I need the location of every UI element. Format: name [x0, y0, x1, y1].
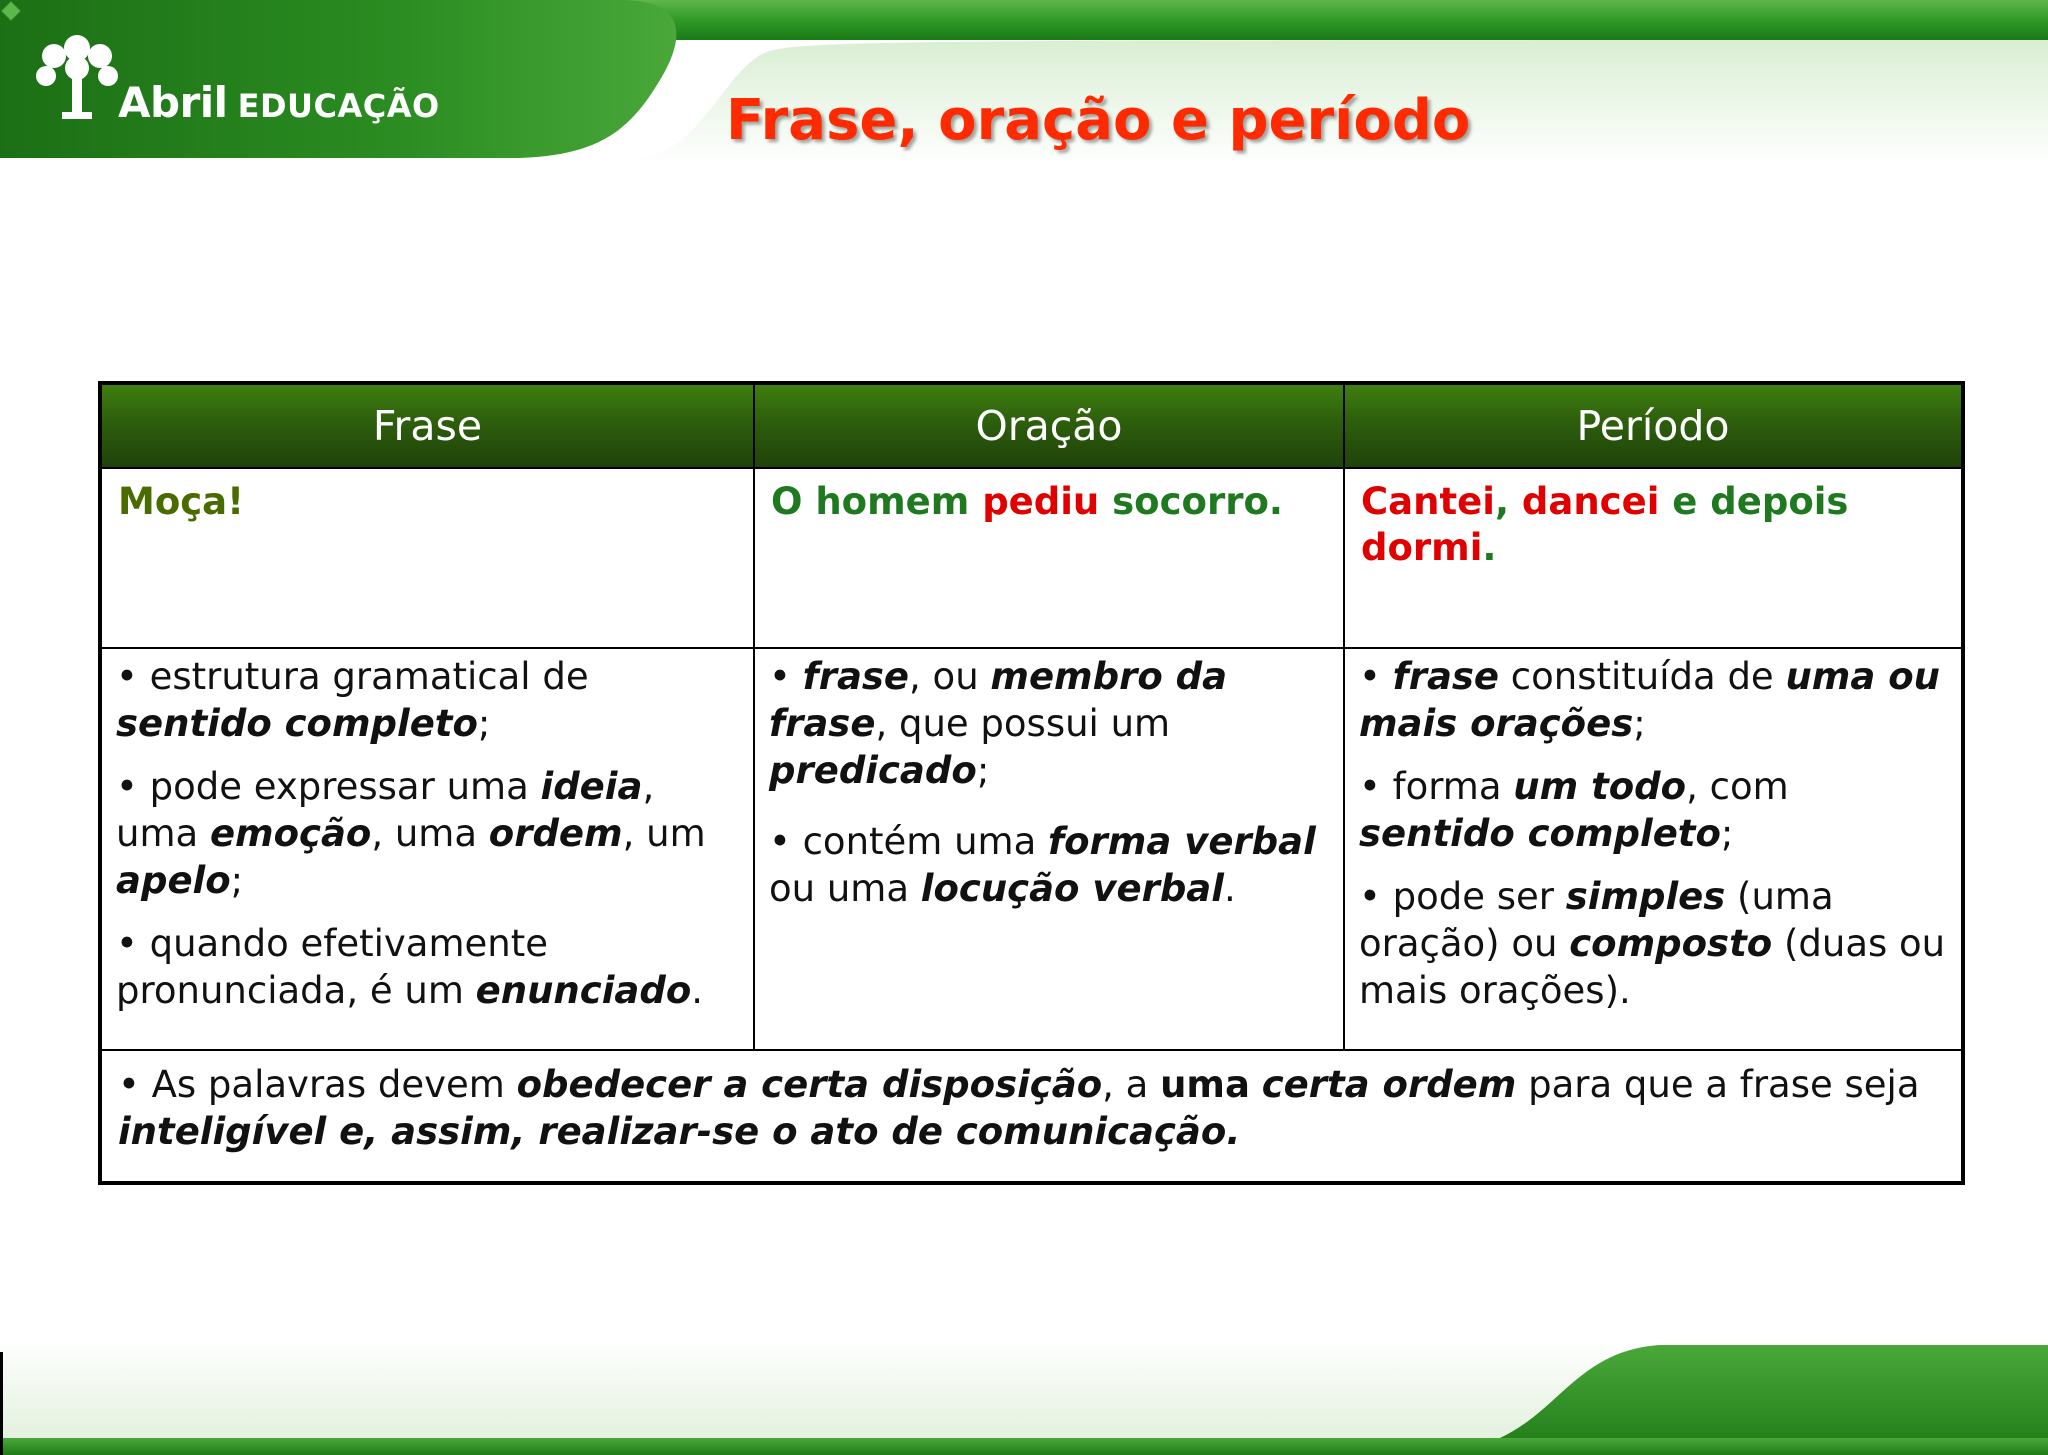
text: •	[769, 655, 803, 698]
oracao-bullet-1	[769, 653, 1329, 794]
footer-background	[0, 1340, 2048, 1455]
emphasis: simples	[1565, 875, 1726, 918]
example-frase-text: Moça!	[118, 480, 245, 523]
header-periodo: Período	[1344, 383, 1963, 468]
text: • quando efetivamente pronunciada, é um	[116, 922, 548, 1012]
emphasis: ideia	[540, 765, 643, 808]
tree-icon	[32, 34, 122, 124]
emphasis: forma verbal	[1048, 820, 1316, 863]
comparison-table	[98, 381, 1965, 1185]
text: .	[1223, 867, 1236, 910]
emphasis: membro da frase	[769, 655, 1228, 745]
description-periodo	[1344, 648, 1963, 1050]
emphasis: frase	[1392, 655, 1500, 698]
text: , a	[1102, 1063, 1161, 1106]
text: , com	[1686, 765, 1789, 808]
example-oracao-rest: socorro.	[1099, 480, 1283, 523]
example-periodo-sep-1: ,	[1494, 480, 1522, 523]
footer-note	[100, 1050, 1963, 1183]
header-banner	[0, 0, 2048, 165]
diamond-bullet-icon	[0, 0, 22, 22]
header-oracao: Oração	[754, 383, 1344, 468]
emphasis: apelo	[116, 859, 231, 902]
text: , uma	[116, 765, 655, 855]
header-frase: Frase	[100, 383, 754, 468]
footer-banner	[0, 1340, 2048, 1455]
examples-row	[100, 468, 1963, 648]
text: ;	[1633, 702, 1646, 745]
text: (duas ou mais orações).	[1359, 922, 1946, 1012]
table-header-row	[100, 383, 1963, 468]
text: para que a frase seja	[1516, 1063, 1920, 1106]
text: , ou	[909, 655, 991, 698]
example-periodo-verb-1: Cantei	[1361, 480, 1495, 523]
example-periodo-verb-3: dormi	[1361, 526, 1483, 569]
emphasis: certa ordem	[1261, 1063, 1517, 1106]
text: ;	[477, 702, 491, 745]
text: • As palavras devem	[118, 1063, 517, 1106]
text: , uma	[371, 812, 489, 855]
descriptions-row	[100, 648, 1963, 1050]
emphasis: composto	[1569, 922, 1773, 965]
periodo-bullet-3	[1359, 873, 1947, 1014]
emphasis: uma	[1160, 1063, 1250, 1106]
page-title: Frase, oração e período	[726, 88, 1471, 153]
brand-logo	[32, 34, 462, 127]
emphasis: emoção	[209, 812, 372, 855]
brand-wordmark	[118, 78, 440, 127]
text: ou uma	[769, 867, 921, 910]
emphasis: obedecer a certa disposição	[516, 1063, 1103, 1106]
emphasis: um todo	[1513, 765, 1687, 808]
brand-division: EDUCAÇÃO	[237, 87, 440, 125]
emphasis: inteligível e, assim, realizar-se o ato de comunicação.	[118, 1110, 1241, 1153]
text: • pode expressar uma	[116, 765, 541, 808]
emphasis: locução verbal	[920, 867, 1224, 910]
text: (uma oração) ou	[1359, 875, 1834, 965]
text: • estrutura gramatical de	[116, 655, 589, 698]
emphasis: enunciado	[475, 969, 692, 1012]
text: ;	[1720, 812, 1734, 855]
example-periodo-period: .	[1482, 526, 1497, 569]
text: , um	[622, 812, 706, 855]
slide-edge-line	[0, 1352, 3, 1455]
footer-note-row	[100, 1050, 1963, 1183]
emphasis: ordem	[488, 812, 623, 855]
example-oracao-subject: O homem	[771, 480, 983, 523]
brand-name: Abril	[118, 78, 228, 127]
text: , que possui um	[875, 702, 1171, 745]
text: ;	[230, 859, 244, 902]
example-periodo	[1344, 468, 1963, 648]
emphasis: frase	[802, 655, 910, 698]
text	[1250, 1063, 1262, 1106]
oracao-bullet-2	[769, 818, 1329, 912]
text: ;	[976, 749, 990, 792]
text: constituída de	[1499, 655, 1786, 698]
description-frase	[100, 648, 754, 1050]
text: • pode ser	[1359, 875, 1566, 918]
example-oracao	[754, 468, 1344, 648]
emphasis: sentido completo	[116, 702, 478, 745]
example-frase	[100, 468, 754, 648]
text: .	[691, 969, 704, 1012]
periodo-bullet-1	[1359, 653, 1947, 747]
frase-bullet-3	[116, 920, 739, 1014]
emphasis: predicado	[769, 749, 977, 792]
text: • forma	[1359, 765, 1514, 808]
example-periodo-verb-2: dancei	[1521, 480, 1660, 523]
description-oracao	[754, 648, 1344, 1050]
frase-bullet-2	[116, 763, 739, 904]
emphasis: sentido completo	[1359, 812, 1721, 855]
text: •	[1359, 655, 1393, 698]
example-oracao-verb: pediu	[982, 480, 1100, 523]
text: • contém uma	[769, 820, 1049, 863]
example-periodo-sep-2: e depois	[1659, 480, 1849, 523]
emphasis: uma ou mais orações	[1359, 655, 1940, 745]
periodo-bullet-2	[1359, 763, 1947, 857]
frase-bullet-1	[116, 653, 739, 747]
